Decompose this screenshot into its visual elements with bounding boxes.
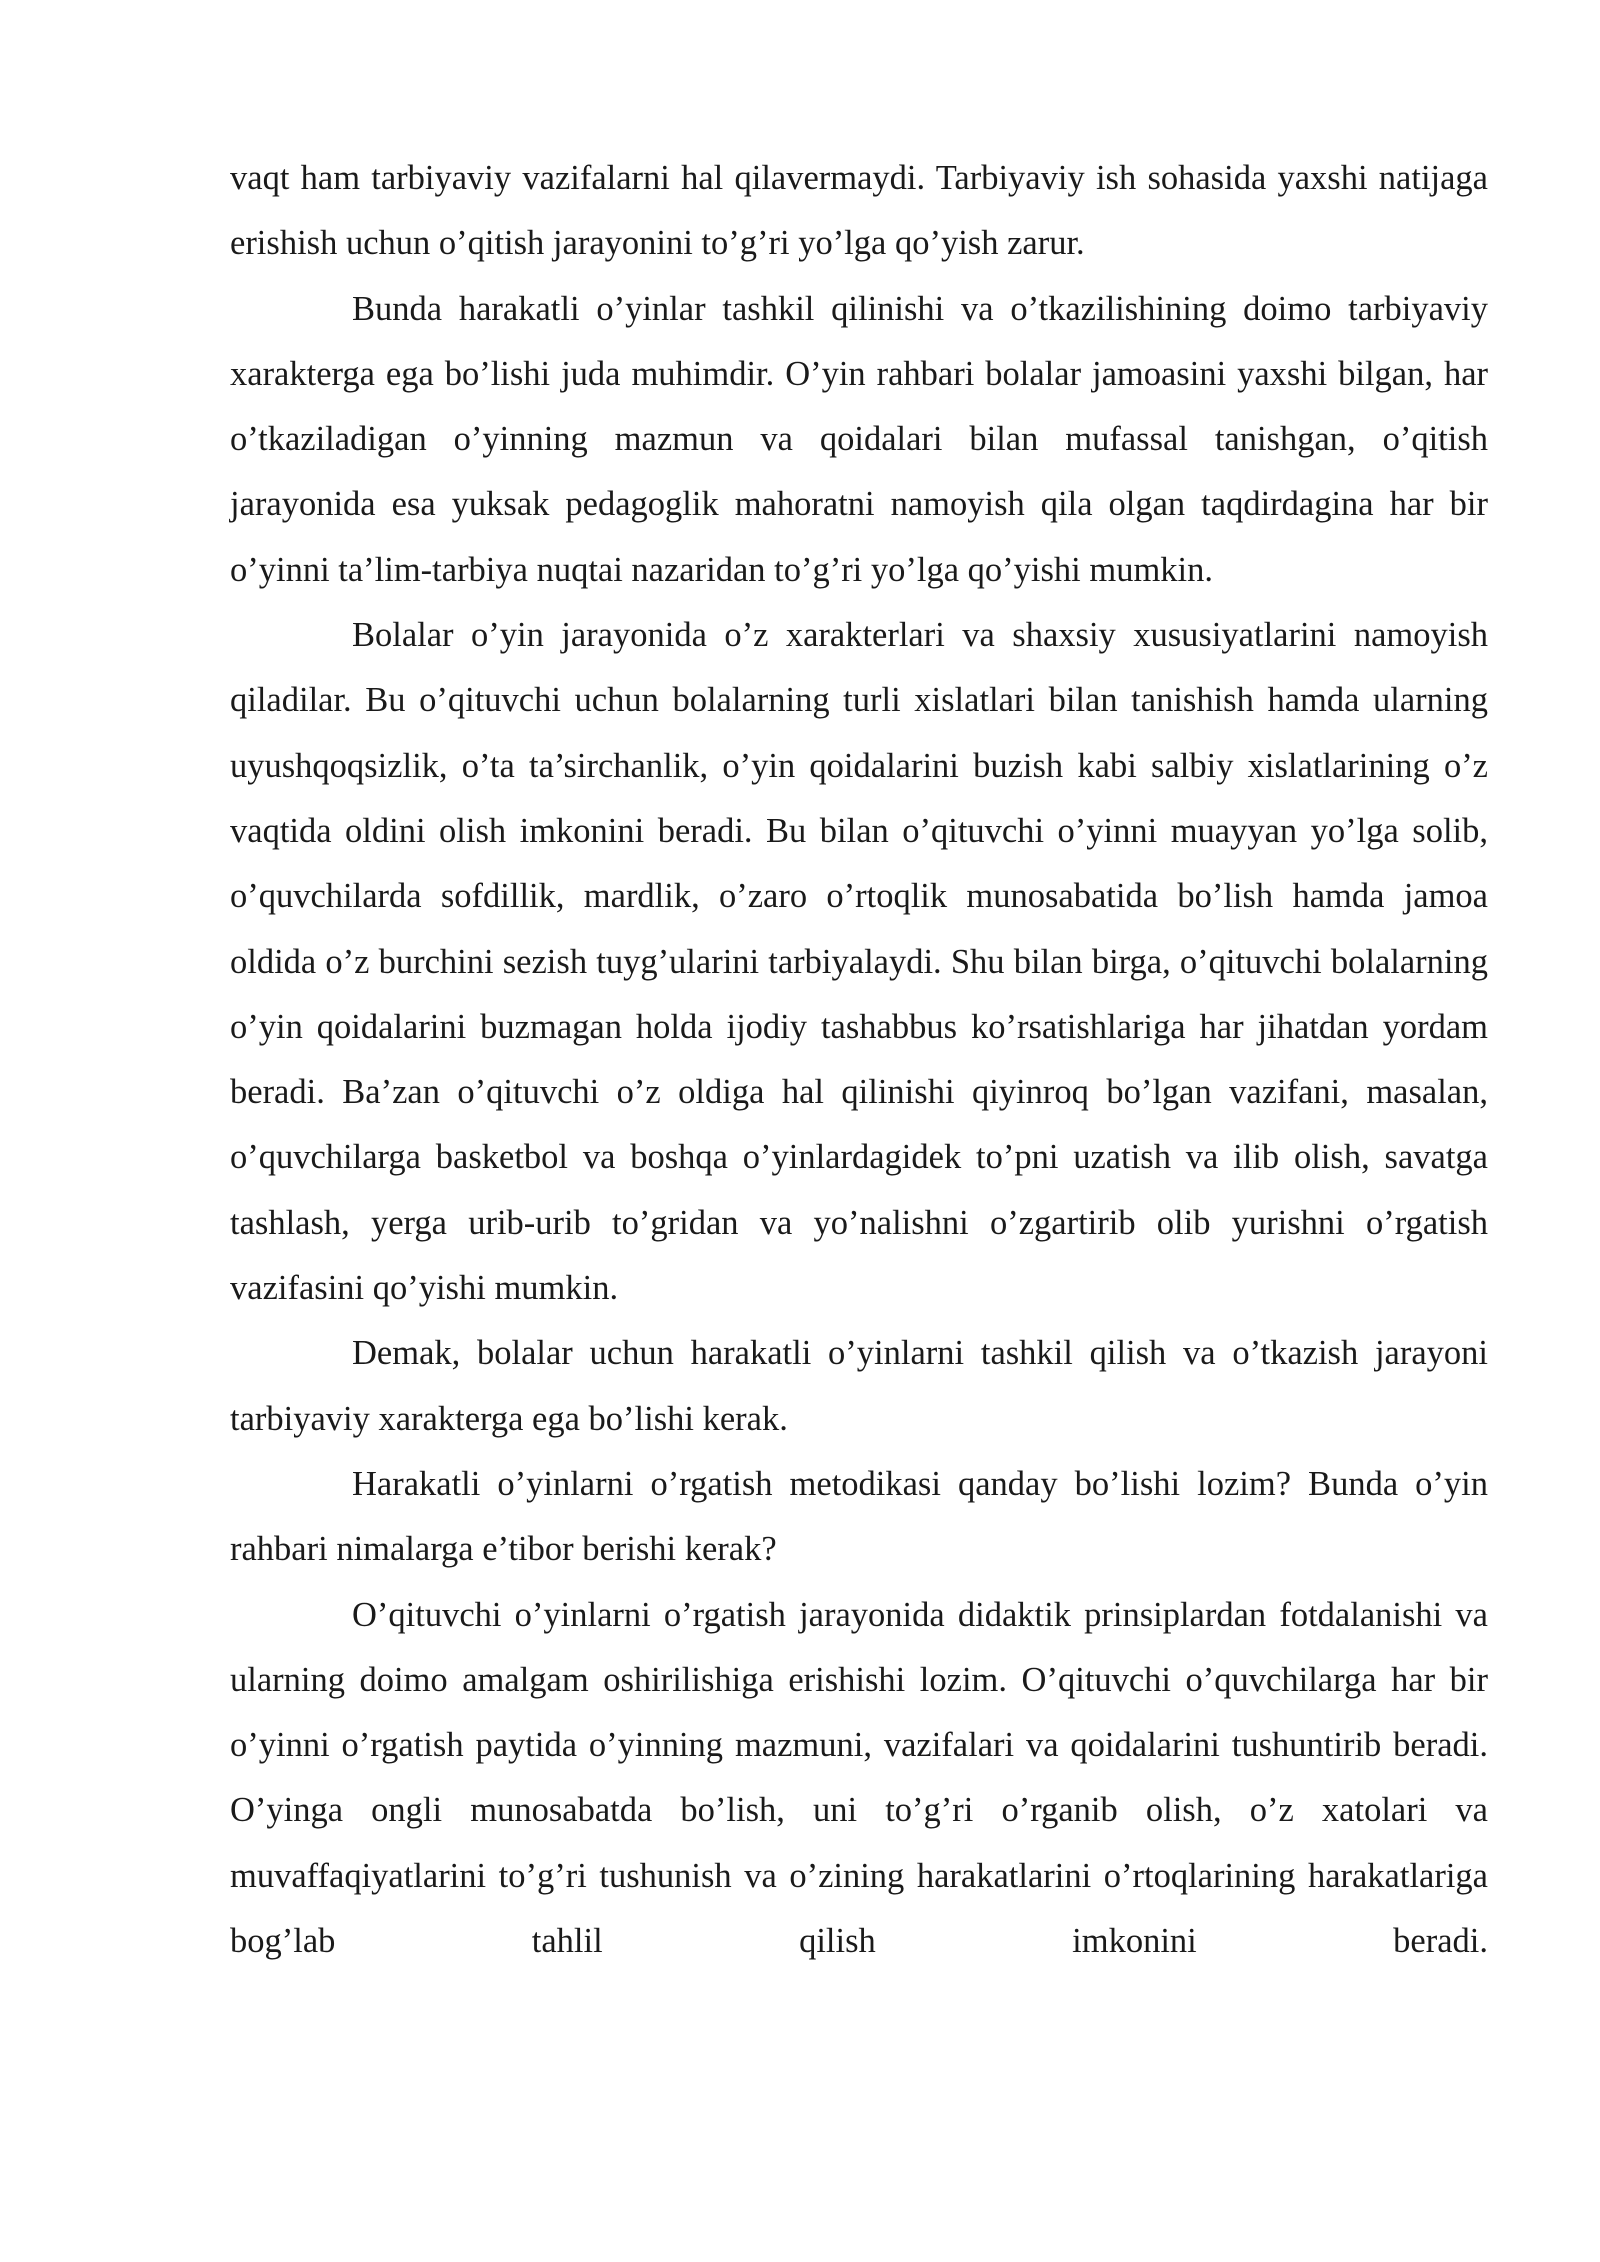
- paragraph-6: O’qituvchi o’yinlarni o’rgatish jarayonida didaktik prinsiplardan fotdalanishi va ularning doimo amalgam oshirilishiga erishishi lozim. O’qituvchi o’quvchilarga har bir o’yinni o’rgatish paytida o’yinning mazmuni, vazifalari va qoidalarini tushuntirib beradi. O’yinga ongli munosabatda bo’lish, uni to’g’ri o’rganib olish, o’z xatolari va muvaffaqiyatlarini to’g’ri tushunish va o’zining harakatlarini o’rtoqlarining harakatlariga bog’lab tahlil qilish imkonini beradi.: [230, 1595, 1488, 1961]
- paragraph-1: vaqt ham tarbiyaviy vazifalarni hal qilavermaydi. Tarbiyaviy ish sohasida yaxshi natijaga erishish uchun o’qitish jarayonini to’g’ri yo’lga qo’yish zarur.: [230, 159, 1488, 263]
- document-body: [230, 146, 1488, 1974]
- paragraph-2: Bunda harakatli o’yinlar tashkil qilinishi va o’tkazilishining doimo tarbiyaviy xarakterga ega bo’lishi juda muhimdir. O’yin rahbari bolalar jamoasini yaxshi bilgan, har o’tkaziladigan o’yinning mazmun va qoidalari bilan mufassal tanishgan, o’qitish jarayonida esa yuksak pedagoglik mahoratni namoyish qila olgan taqdirdagina har bir o’yinni ta’lim-tarbiya nuqtai nazaridan to’g’ri yo’lga qo’yishi mumkin.: [230, 289, 1488, 589]
- paragraph-5: Harakatli o’yinlarni o’rgatish metodikasi qanday bo’lishi lozim? Bunda o’yin rahbari nimalarga e’tibor berishi kerak?: [230, 1464, 1488, 1569]
- paragraph-4: Demak, bolalar uchun harakatli o’yinlarni tashkil qilish va o’tkazish jarayoni tarbiyaviy xarakterga ega bo’lishi kerak.: [230, 1334, 1488, 1438]
- paragraph-3: Bolalar o’yin jarayonida o’z xarakterlari va shaxsiy xususiyatlarini namoyish qiladilar. Bu o’qituvchi uchun bolalarning turli xislatlari bilan tanishish hamda ularning uyushqoqsizlik, o’ta ta’sirchanlik, o’yin qoidalarini buzish kabi salbiy xislatlarining o’z vaqtida oldini olish imkonini beradi. Bu bilan o’qituvchi o’yinni muayyan yo’lga solib, o’quvchilarda sofdillik, mardlik, o’zaro o’rtoqlik munosabatida bo’lish hamda jamoa oldida o’z burchini sezish tuyg’ularini tarbiyalaydi. Shu bilan birga, o’qituvchi bolalarning o’yin qoidalarini buzmagan holda ijodiy tashabbus ko’rsatishlariga har jihatdan yordam beradi. Ba’zan o’qituvchi o’z oldiga hal qilinishi qiyinroq bo’lgan vazifani, masalan, o’quvchilarga basketbol va boshqa o’yinlardagidek to’pni uzatish va ilib olish, savatga tashlash, yerga urib-urib to’gridan va yo’nalishni o’zgartirib olib yurishni o’rgatish vazifasini qo’yishi mumkin.: [230, 616, 1488, 1308]
